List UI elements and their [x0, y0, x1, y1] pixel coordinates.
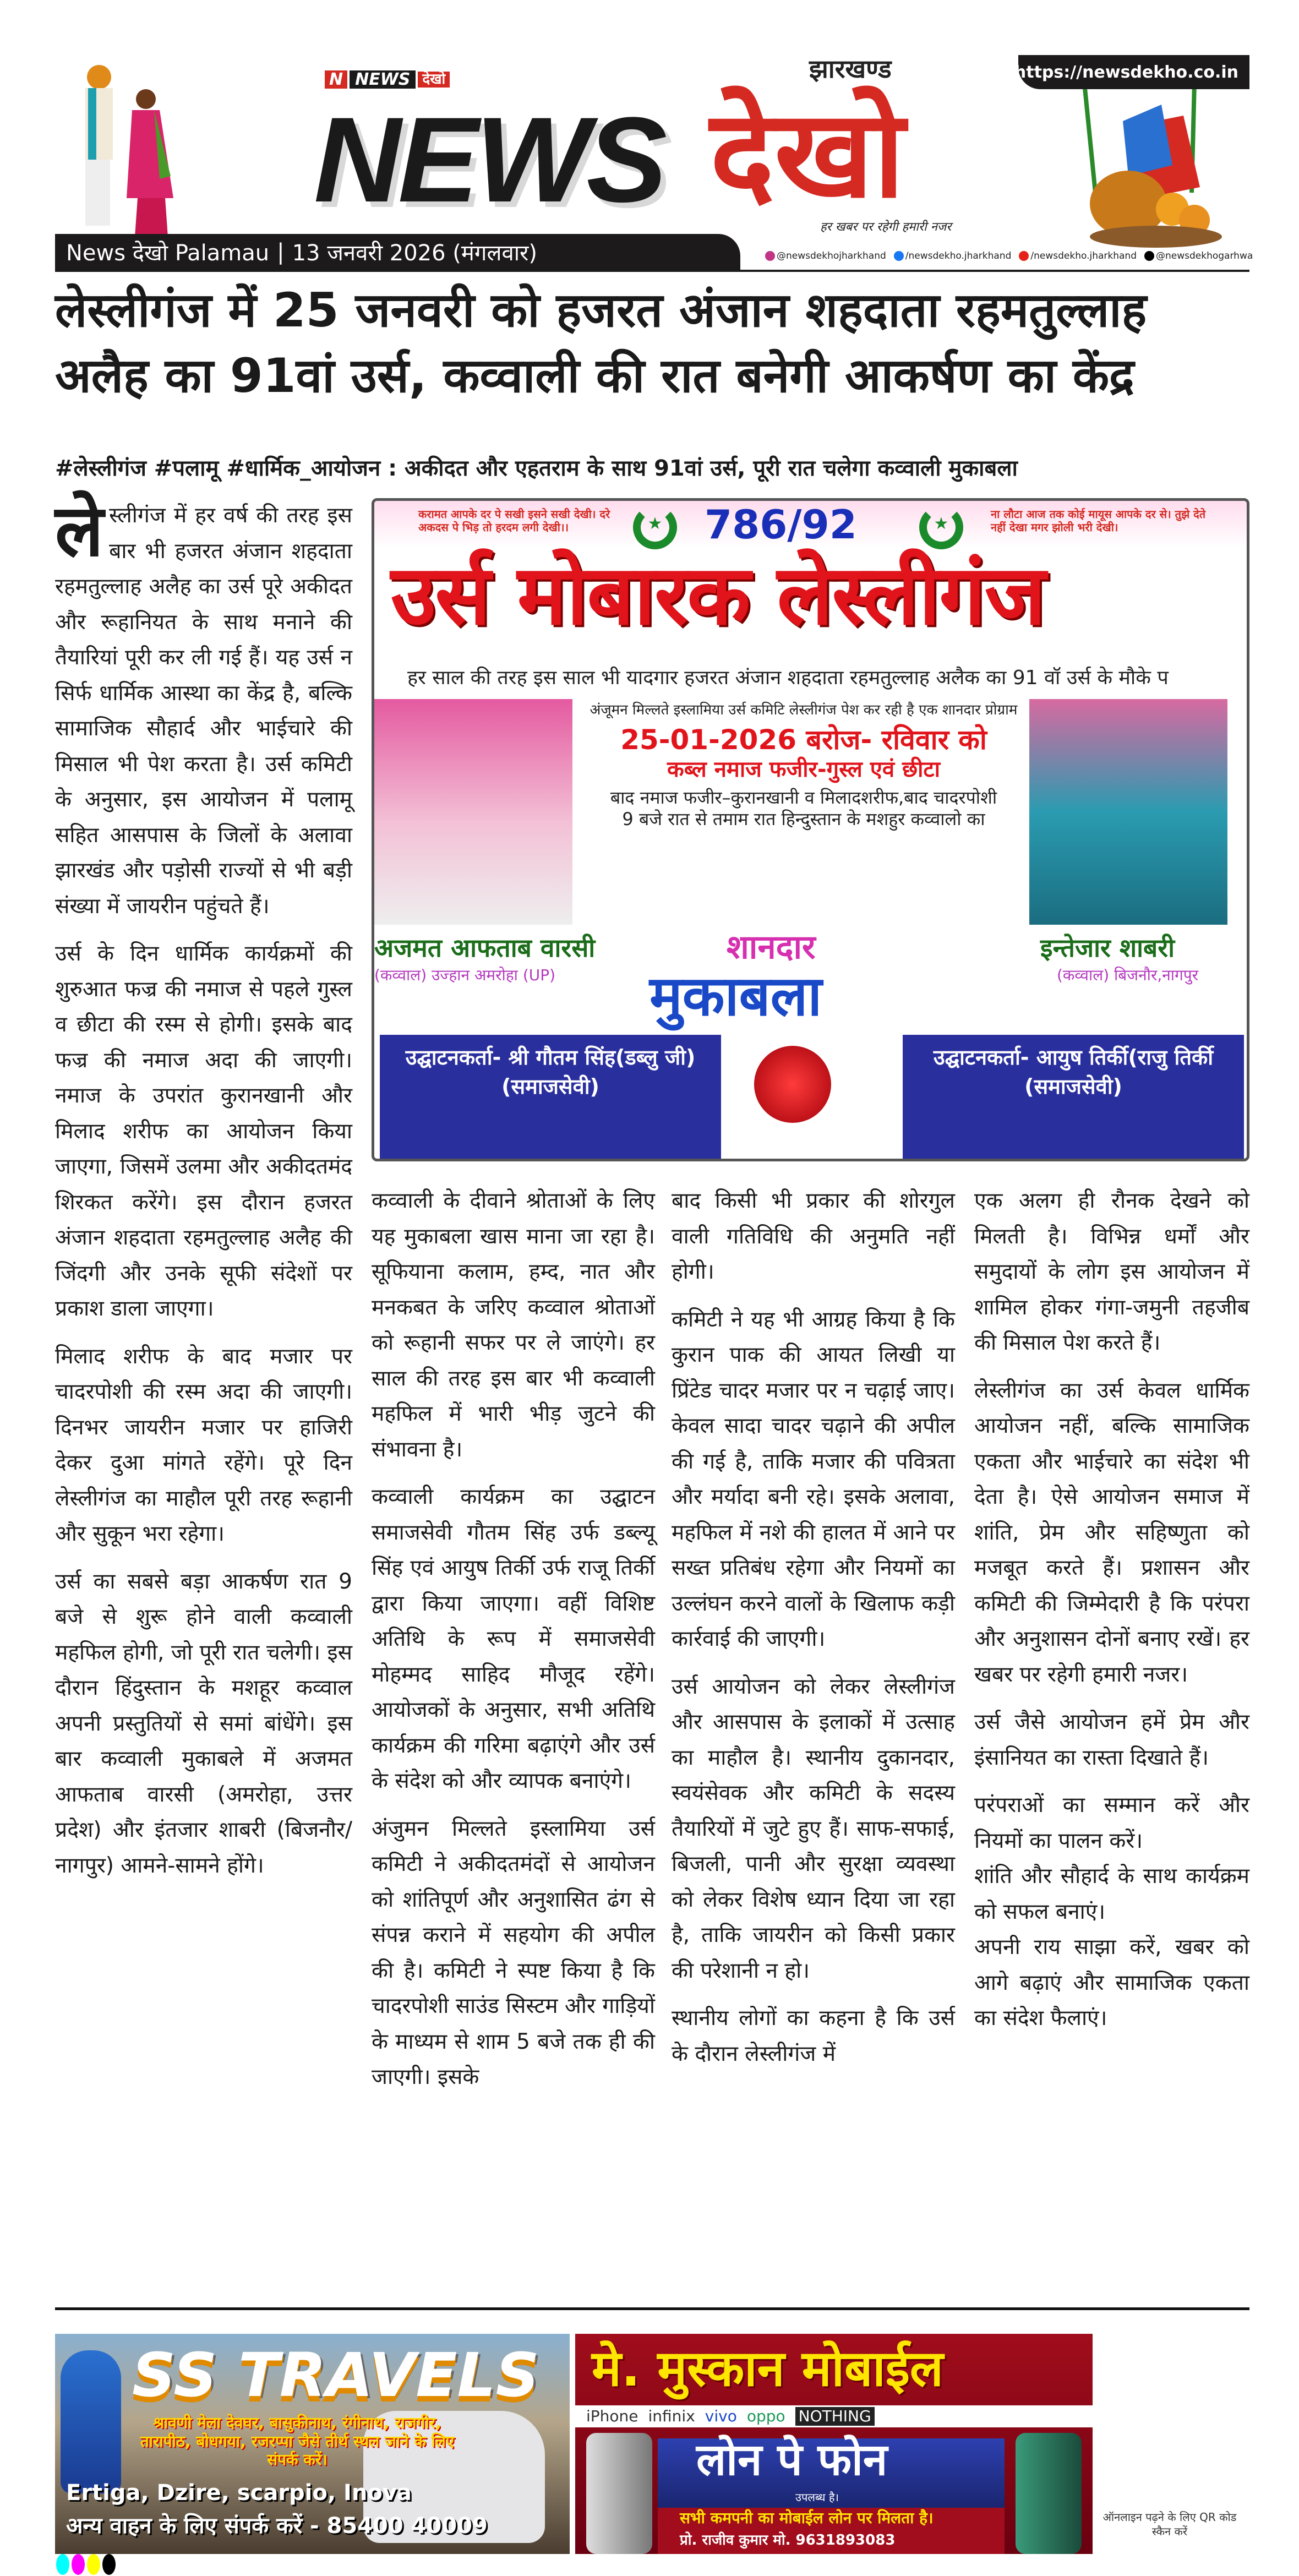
makar-sankranti-illustration — [1062, 83, 1244, 248]
qawwal-photo-right — [1029, 699, 1227, 925]
mini-logo-dekho: देखो — [418, 72, 450, 88]
article-subheadline: #लेस्लीगंज #पलामू #धार्मिक_आयोजन : अकीदत और एहतराम के साथ 91वां उर्स, पूरी रात चलेगा कव्वाली मुकाबला — [55, 456, 1018, 481]
ad-contact: प्रो. राजीव कुमार मो. 9631893083 — [680, 2532, 896, 2548]
qr-note: ऑनलाइन पढ़ने के लिए QR कोड स्कैन करें — [1102, 2510, 1237, 2538]
paragraph: एक अलग ही रौनक देखने को मिलती है। विभिन्न धर्मों और समुदायों के लोग इस आयोजन में शामिल होकर गंगा-जमुनी तहजीब की मिसाल पेश करते हैं। — [974, 1188, 1249, 1355]
social-handle: @newsdekhogarhwa — [1156, 250, 1253, 261]
paragraph: कव्वाली कार्यक्रम का उद्घाटन समाजसेवी गौतम सिंह उर्फ डब्ल्यू सिंह एवं आयुष तिर्की उर्फ राजू तिर्की द्वारा किया जाएगा। वहीं विशिष्ट अतिथि के रूप में समाजसेवी मोहम्मद साहिद मौजूद रहेंगे। आयोजकों के अनुसार, सभी अतिथि कार्यक्रम की गरिमा बढ़ाएंगे और उर्स के संदेश को और व्यापक बनाएंगे। — [372, 1485, 655, 1793]
ad-vehicles: Ertiga, Dzire, scarpio, Inova — [66, 2480, 412, 2506]
inaugurator-left — [380, 1035, 721, 1161]
ad-destinations: श्रावणी मेला देवघर, बासुकीनाथ, रंगीनाथ, राजगीर, तारापीठ, बोधगया, रजरप्पा जैसे तीर्थ स्थल जाने के लिए संपर्क करें। — [140, 2414, 455, 2469]
ad-title: SS TRAVELS — [132, 2340, 539, 2410]
brand: NOTHING — [795, 2407, 875, 2426]
mini-logo-n: N — [325, 70, 347, 89]
masthead-state: झारखण्ड — [809, 54, 892, 84]
website-url[interactable]: https://newsdekho.co.in — [1018, 55, 1249, 89]
brand: infinix — [648, 2407, 695, 2426]
deity-illustration — [61, 2350, 121, 2493]
qawwal-photo-left — [374, 699, 572, 925]
poster-date: 25-01-2026 बरोज- रविवार को — [620, 724, 987, 756]
poster-night: 9 बजे रात से तमाम रात हिन्दुस्तान के मशहुर कव्वालो का — [622, 808, 985, 829]
poster-number: 786/92 — [705, 501, 857, 548]
cmyk-dot-magenta — [72, 2554, 85, 2575]
social-links — [765, 250, 1253, 261]
article-headline: लेस्लीगंज में 25 जनवरी को हजरत अंजान शहदाता रहमतुल्लाह अलैह का 91वां उर्स, कव्वाली की रात बनेगी आकर्षण का केंद्र — [55, 283, 1147, 403]
masthead-dekho: देखो — [710, 84, 905, 225]
paragraph: लेस्लीगंज का उर्स केवल धार्मिक आयोजन नहीं, बल्कि सामाजिक एकता और भाईचारे का संदेश भी देता है। ऐसे आयोजन समाज में शांति, प्रेम और सहिष्णुता को मजबूत करते हैं। प्रशासन और कमिटी की जिम्मेदारी है कि परंपरा और अनुशासन दोनों बनाए रखें। हर खबर पर रहेगी हमारी नजर। — [974, 1378, 1249, 1687]
rose-icon — [754, 1046, 831, 1123]
facebook-icon — [894, 251, 904, 261]
poster-muqabla: मुकाबला — [650, 964, 822, 1028]
instagram-icon — [765, 251, 775, 261]
paragraph: उर्स आयोजन को लेकर लेस्लीगंज और आसपास के इलाकों में उत्साह का माहौल है। स्थानीय दुकानदार, स्वयंसेवक और कमिटी के सदस्य तैयारियों में जुटे हुए हैं। साफ-सफाई, बिजली, पानी और सुरक्षा व्यवस्था को लेकर विशेष ध्यान दिया जा रहा है, ताकि जायरीन को किसी प्रकार की परेशानी न हो। — [672, 1674, 955, 1983]
inaugurator-role: (समाजसेवी) — [501, 1074, 599, 1099]
mini-logo — [325, 70, 450, 89]
qawwal-left-name: अजमत आफताब वारसी — [374, 933, 596, 963]
paragraph: कमिटी ने यह भी आग्रह किया है कि कुरान पाक की आयत लिखी या प्रिंटेड चादर मजार पर न चढ़ाई जाए। केवल सादा चादर चढ़ाने की अपील की गई है, ताकि मजार की पवित्रता और मर्यादा बनी रहे। इसके अलावा, महफिल में नशे की हालत में आने पर सख्त प्रतिबंध रहेगा और नियमों का उल्लंघन करने वालों के खिलाफ कड़ी कार्रवाई की जाएगी। — [672, 1307, 955, 1651]
urs-event-poster — [372, 498, 1249, 1161]
cmyk-dot-yellow — [87, 2554, 100, 2575]
paragraph: अपनी राय साझा करें, खबर को आगे बढ़ाएं और सामाजिक एकता का संदेश फैलाएं। — [974, 1935, 1249, 2031]
social-youtube[interactable] — [1019, 250, 1137, 261]
article-column-2 — [372, 1183, 655, 2108]
muskan-mobile-ad[interactable] — [575, 2334, 1093, 2554]
masthead-news: NEWS — [314, 92, 664, 227]
ad-contact: अन्य वाहन के लिए संपर्क करें - 85400 40009 — [66, 2513, 488, 2539]
paragraph: परंपराओं का सम्मान करें और नियमों का पालन करें। — [974, 1793, 1249, 1853]
paragraph: उर्स के दिन धार्मिक कार्यक्रमों की शुरुआत फज्र की नमाज से पहले गुस्ल व छीटा की रस्म से होगी। इसके बाद फज्र की नमाज अदा की जाएगी। नमाज के उपरांत कुरानखानी और मिलाद शरीफ का आयोजन किया जाएगा, जिसमें उलमा और अकीदतमंद शिरकत करेंगे। इस दौरान हजरत अंजान शहदाता रहमतुल्लाह अलैह की जिंदगी और उनके सूफी संदेशों पर प्रकाश डाला जाएगा। — [55, 941, 352, 1321]
ad-brands — [575, 2405, 1093, 2427]
header-divider — [55, 270, 1249, 272]
brand: iPhone — [586, 2407, 638, 2426]
cmyk-dot-cyan — [56, 2554, 69, 2575]
qawwal-right-name: इन्तेजार शाबरी — [1040, 933, 1175, 963]
x-icon — [1144, 251, 1154, 261]
mini-logo-news: NEWS — [350, 70, 416, 89]
dancing-couple-illustration — [55, 55, 198, 242]
edition-name: News देखो Palamau — [66, 241, 270, 266]
paragraph: स्लीगंज में हर वर्ष की तरह इस बार भी हजरत अंजान शहदाता रहमतुल्लाह अलैह का उर्स पूरे अकीदत और रूहानियत के साथ मनाने की तैयारियां पूरी कर ली गई हैं। यह उर्स न सिर्फ धार्मिक आस्था का केंद्र है, बल्कि सामाजिक सौहार्द और भाईचारे की मिसाल भी पेश करता है। उर्स कमिटी के अनुसार, इस आयोजन में पलामू सहित आसपास के जिलों के अलावा झारखंड और पड़ोसी राज्यों से भी बड़ी संख्या में जायरीन पहुंचते हैं। — [55, 503, 352, 919]
inaugurator-right — [903, 1035, 1244, 1161]
social-facebook[interactable] — [894, 250, 1012, 261]
social-handle: @newsdekhojharkhand — [777, 250, 886, 261]
poster-title: उर्स मोबारक लेस्लीगंज — [391, 548, 1045, 643]
ad-available: उपलब्ध है। — [795, 2491, 839, 2504]
ad-headline: लोन पे फोन — [696, 2434, 888, 2485]
edition-dateline: News देखो Palamau | 13 जनवरी 2026 (मंगलवार) — [55, 234, 740, 270]
poster-couplet-right: ना लौटा आज तक कोई मायूस आपके दर से। तुझे देते नहीं देखा मगर झोली भरी देखी। — [991, 507, 1206, 534]
cmyk-dot-black — [102, 2554, 116, 2575]
brand: vivo — [705, 2407, 737, 2426]
social-handle: /newsdekho.jharkhand — [905, 250, 1012, 261]
qawwal-left-place: (कव्वाल) उज्हान अमरोहा (UP) — [374, 966, 556, 984]
crescent-star-icon: ★ — [919, 505, 963, 549]
poster-prayer: कब्ल नमाज फजीर-गुस्ल एवं छीटा — [667, 757, 940, 783]
paragraph: कव्वाली के दीवाने श्रोताओं के लिए यह मुकाबला खास माना जा रहा है। सूफियाना कलाम, हम्द, नात और मनकबत के जरिए कव्वाल श्रोताओं को रूहानी सफर पर ले जाएंगे। हर साल की तरह इस बार भी कव्वाली महफिल में भारी भीड़ जुटने की संभावना है। — [372, 1188, 655, 1462]
poster-schedule: बाद नमाज फजीर–कुरानखानी व मिलादशरीफ,बाद चादरपोशी — [610, 787, 997, 809]
paragraph: अंजुमन मिल्लते इस्लामिया उर्स कमिटी ने अकीदतमंदों से आयोजन को शांतिपूर्ण और अनुशासित ढंग से संपन्न कराने में सहयोग की अपील की है। कमिटी ने स्पष्ट किया है कि चादरपोशी साउंड सिस्टम और गाड़ियों के माध्यम से शाम 5 बजे तक ही की जाएगी। इसके — [372, 1816, 655, 2089]
poster-shandar: शानदार — [727, 928, 816, 967]
ad-title: मे. मुस्कान मोबाईल — [592, 2340, 943, 2398]
crescent-star-icon: ★ — [633, 505, 677, 549]
phone-illustration — [586, 2433, 652, 2554]
social-instagram[interactable] — [765, 250, 886, 261]
ads-divider — [55, 2307, 1249, 2310]
youtube-icon — [1019, 251, 1029, 261]
inaugurator-name: उद्घाटनकर्ता- श्री गौतम सिंह(डब्लु जी) — [405, 1045, 696, 1069]
inaugurator-name: उद्घाटनकर्ता- आयुष तिर्की(राजु तिर्की — [933, 1045, 1214, 1069]
inaugurator-role: (समाजसेवी) — [1024, 1074, 1122, 1099]
article-column-4 — [974, 1183, 1249, 2049]
drop-cap: ले — [55, 489, 104, 572]
ss-travels-ad[interactable] — [55, 2334, 570, 2554]
article-column-3 — [672, 1183, 955, 2084]
article-column-1 — [55, 489, 352, 1896]
poster-details — [583, 702, 1024, 829]
brand: oppo — [746, 2407, 785, 2426]
paragraph: उर्स जैसे आयोजन हमें प्रेम और इंसानियत का रास्ता दिखाते हैं। — [974, 1710, 1249, 1770]
poster-intro: हर साल की तरह इस साल भी यादगार हजरत अंजान शहदाता रहमतुल्लाह अलैक का 91 वॉ उर्स के मौके प — [407, 667, 1169, 689]
masthead-tagline: हर खबर पर रहेगी हमारी नजर — [820, 220, 952, 234]
social-handle: /newsdekho.jharkhand — [1030, 250, 1137, 261]
paragraph: मिलाद शरीफ के बाद मजार पर चादरपोशी की रस्म अदा की जाएगी। दिनभर जायरीन मजार पर हाजिरी देकर दुआ मांगते रहेंगे। पूरे दिन लेस्लीगंज का माहौल पूरी तरह रूहानी और सुकून भरा रहेगा। — [55, 1344, 352, 1546]
paragraph: बाद किसी भी प्रकार की शोरगुल वाली गतिविधि की अनुमति नहीं होगी। — [672, 1188, 955, 1284]
phone-illustration — [1016, 2433, 1082, 2554]
edition-date: 13 जनवरी 2026 (मंगलवार) — [292, 241, 538, 266]
paragraph: उर्स का सबसे बड़ा आकर्षण रात 9 बजे से शुरू होने वाली कव्वाली महफिल होगी, जो पूरी रात चलेगी। इस दौरान हिंदुस्तान के मशहूर कव्वाल अपनी प्रस्तुतियों से समां बांधेंगे। इस बार कव्वाली मुकाबले में अजमत आफताब वारसी (अमरोहा, उत्तर प्रदेश) और इंतजार शाबरी (बिजनौर/नागपुर) आमने-सामने होंगे। — [55, 1569, 352, 1878]
social-x[interactable] — [1144, 250, 1253, 261]
poster-presenter: अंजूमन मिल्लते इस्लामिया उर्स कमिटि लेस्लीगंज पेश कर रही है एक शानदार प्रोग्राम — [590, 702, 1018, 718]
paragraph: स्थानीय लोगों का कहना है कि उर्स के दौरान लेस्लीगंज में — [672, 2006, 955, 2066]
qawwal-right-place: (कव्वाल) बिजनौर,नागपुर — [1057, 966, 1199, 984]
ad-offer: सभी कमपनी का मोबाईल लोन पर मिलता है। — [680, 2509, 934, 2527]
poster-couplet-left: करामत आपके दर पे सखी इसने सखी देखी। दरे अकदस पे भिड़ तो हरदम लगी देखी।। — [418, 507, 610, 534]
paragraph: शांति और सौहार्द के साथ कार्यक्रम को सफल बनाएं। — [974, 1864, 1249, 1924]
